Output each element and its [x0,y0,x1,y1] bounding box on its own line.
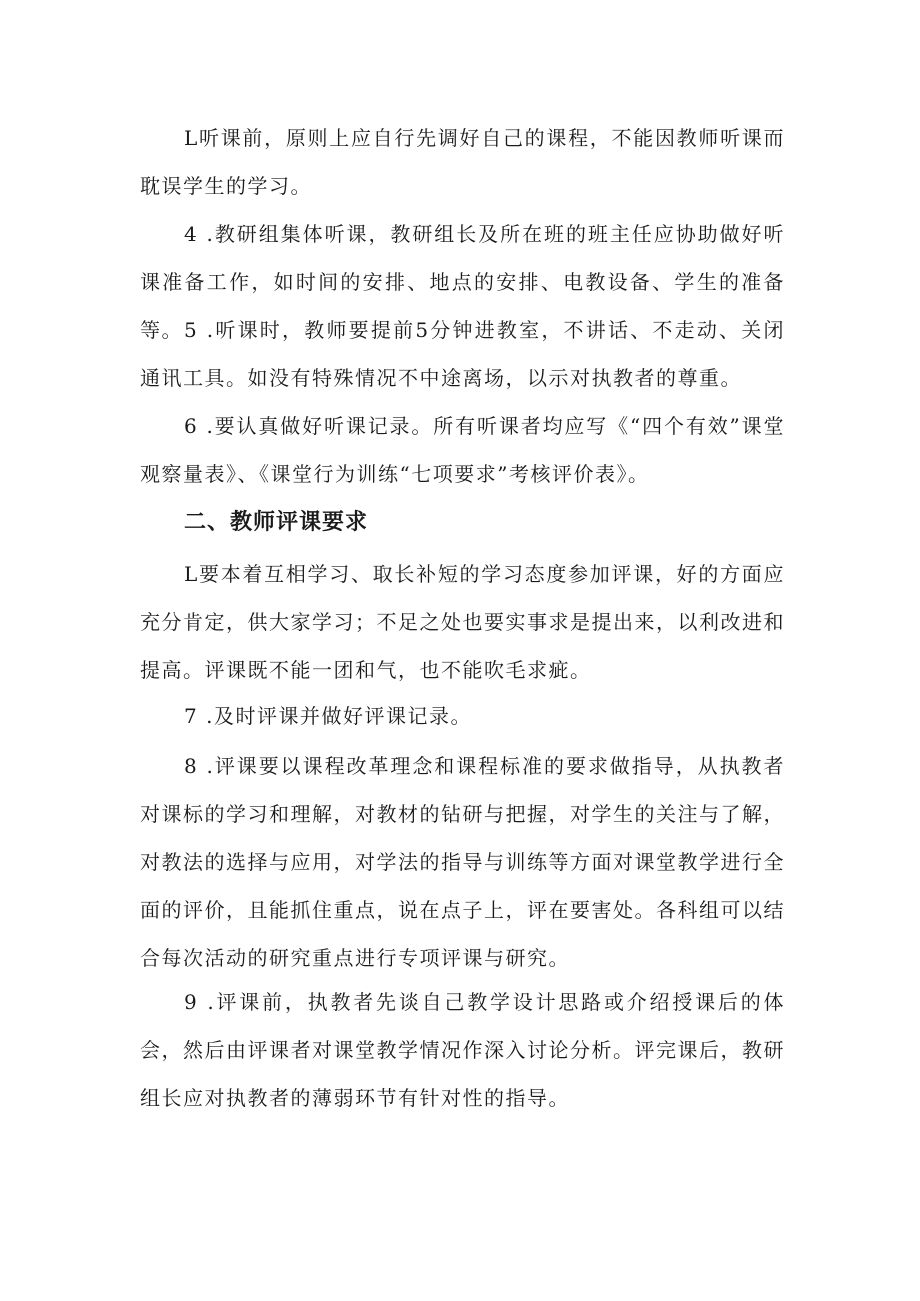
paragraph-observation-records: 6 .要认真做好听课记录。所有听课者均应写《“四个有效”课堂观察量表》、《课堂行为训练“七项要求”考核评价表》。 [140,414,785,486]
paragraph-observation-conduct: 5 .听课时，教师要提前5分钟进教室，不讲话、不走动、关闭通讯工具。如没有特殊情况不中途离场，以示对执教者的尊重。 [140,318,785,390]
paragraph-evaluation-attitude: L要本着互相学习、取长补短的学习态度参加评课，好的方面应充分肯定，供大家学习；不足之处也要实事求是提出来，以利改进和提高。评课既不能一团和气，也不能吹毛求疵。 [140,562,785,682]
paragraph-group-observation: 4 .教研组集体听课，教研组长及所在班的班主任应协助做好听课准备工作，如时间的安排、地点的安排、电教设备、学生的准备等。 [140,222,785,342]
paragraph-lecture-preparation: L听课前，原则上应自行先调好自己的课程，不能因教师听课而耽误学生的学习。 [140,126,785,198]
paragraph-evaluation-procedure: 9 .评课前，执教者先谈自己教学设计思路或介绍授课后的体会，然后由评课者对课堂教学情况作深入讨论分析。评完课后，教研组长应对执教者的薄弱环节有针对性的指导。 [140,990,785,1110]
paragraph-evaluation-guidance: 8 .评课要以课程改革理念和课程标准的要求做指导，从执教者对课标的学习和理解，对教材的钻研与把握，对学生的关注与了解，对教法的选择与应用，对学法的指导与训练等方面对课堂教学进行全面的评价，且能抓住重点，说在点子上，评在要害处。各科组可以结合每次活动的研究重点进行专项评课与研究。 [140,754,785,970]
paragraph-timely-evaluation: 7 .及时评课并做好评课记录。 [184,704,472,728]
section-heading-evaluation: 二、教师评课要求 [184,510,369,535]
